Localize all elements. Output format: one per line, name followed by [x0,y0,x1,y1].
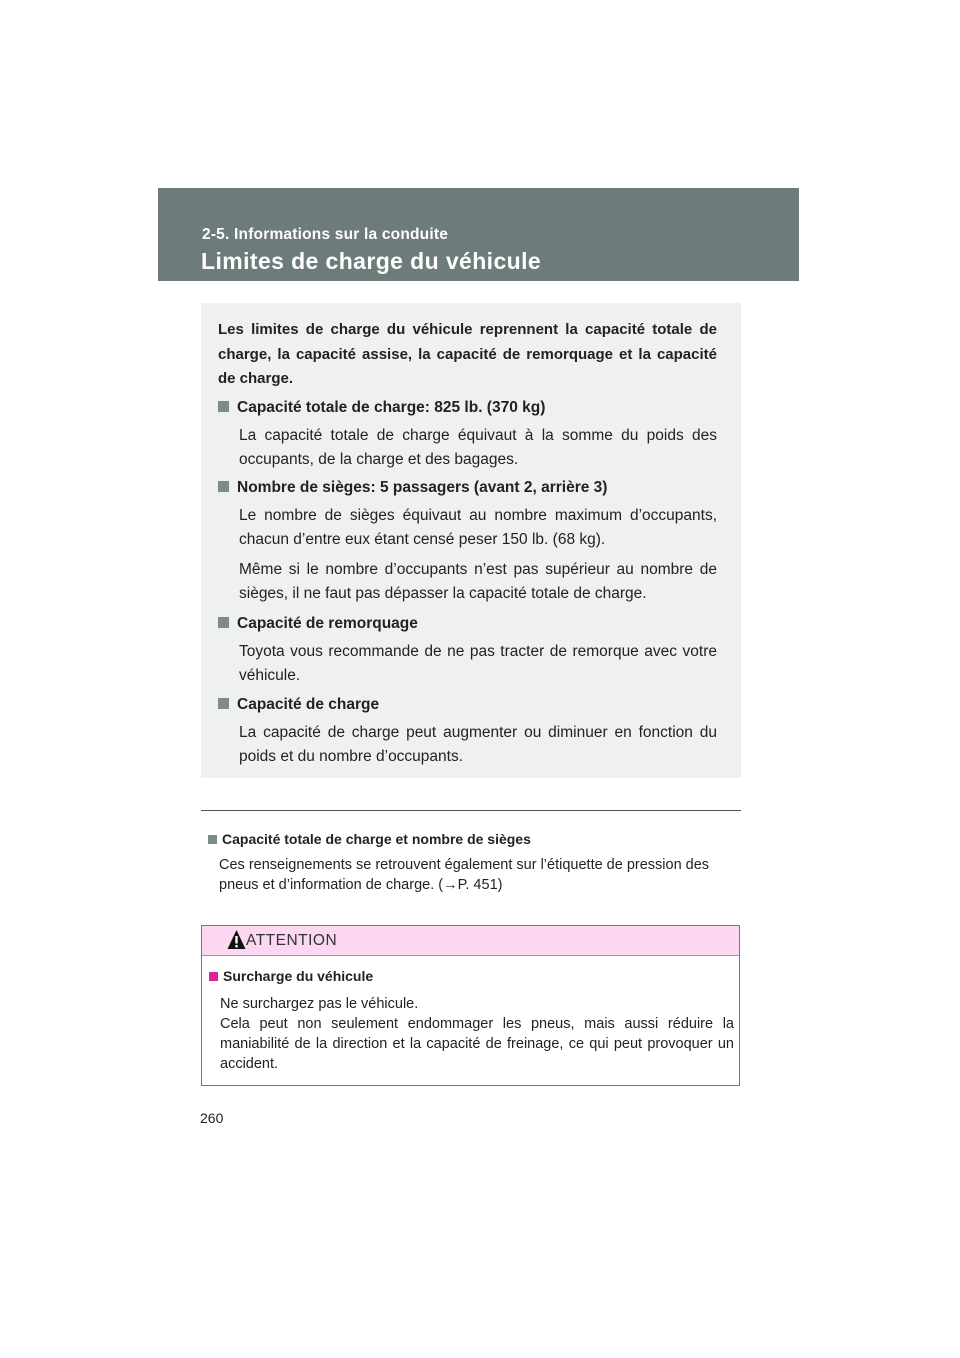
section-label: 2-5. Informations sur la conduite [202,226,449,243]
caution-line: Ne surchargez pas le véhicule. [220,996,419,1012]
square-bullet-icon [209,972,218,981]
caution-line: Cela peut non seulement endommager les pneus, mais aussi réduire la maniabilité de la direction et la capacité de freinage, ce qui peut provoquer un accident. [220,1016,734,1072]
note-text: Ces renseignements se retrouvent également sur l’étiquette de pression des pneus et d’information de charge. (→P. 451) [219,857,710,893]
square-bullet-icon [218,617,229,628]
warning-triangle-icon [227,929,246,950]
section-divider [201,810,741,811]
square-bullet-icon [218,401,229,412]
item-text: Même si le nombre d’occupants n’est pas supérieur au nombre de sièges, il ne faut pas dépasser la capacité totale de charge. [239,561,717,602]
square-bullet-icon [218,481,229,492]
item-text: La capacité totale de charge équivaut à la somme du poids des occupants, de la charge et des bagages. [239,427,717,468]
page-number: 260 [200,1110,224,1126]
caution-box [201,925,740,1086]
summary-intro: Les limites de charge du véhicule reprennent la capacité totale de charge, la capacité assise, la capacité de remorquage et la capacité de charge. [218,321,717,387]
item-heading-cargo: Capacité de charge [218,696,379,714]
item-text: Toyota vous recommande de ne pas tracter de remorque avec votre véhicule. [239,643,717,684]
caution-item-heading: Surcharge du véhicule [209,968,373,984]
page-title: Limites de charge du véhicule [201,248,542,274]
square-bullet-icon [208,835,217,844]
caution-title: ATTENTION [246,932,338,949]
item-heading-seats: Nombre de sièges: 5 passagers (avant 2, arrière 3) [218,479,607,497]
caution-text [220,994,734,1074]
item-text: Le nombre de sièges équivaut au nombre maximum d’occupants, chacun d’entre eux étant censé peser 150 lb. (68 kg). [239,507,717,548]
square-bullet-icon [218,698,229,709]
item-heading-towing: Capacité de remorquage [218,615,418,633]
note-heading: Capacité totale de charge et nombre de sièges [208,831,531,847]
caution-header [202,926,739,956]
item-text: La capacité de charge peut augmenter ou diminuer en fonction du poids et du nombre d’occupants. [239,724,717,765]
item-heading-total-capacity: Capacité totale de charge: 825 lb. (370 kg) [218,399,545,417]
